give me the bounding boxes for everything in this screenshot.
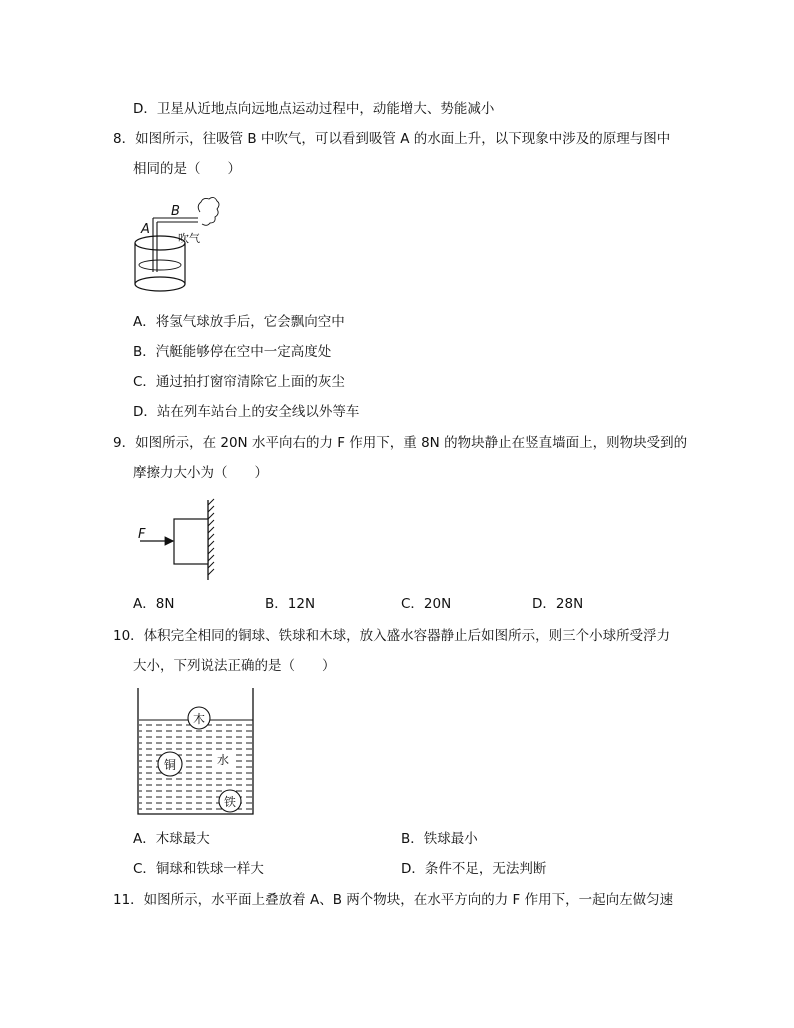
breath-cloud-icon [198, 197, 219, 225]
q10-option-d: D．条件不足，无法判断 [401, 861, 547, 877]
wood-ball-label: 木 [192, 712, 206, 726]
straw-a-shape [153, 218, 157, 272]
q9-option-a: A．8N [133, 596, 175, 612]
wall-shape [208, 499, 214, 580]
q10-container-figure [135, 686, 260, 818]
q8-label-b: B [171, 204, 180, 219]
q8-option-c: C．通过拍打窗帘清除它上面的灰尘 [133, 374, 345, 390]
q11-stem-line1: 11．如图所示，水平面上叠放着 A、B 两个物块，在水平方向的力 F 作用下，一起向左做匀速 [113, 892, 674, 908]
q10-option-c: C．铜球和铁球一样大 [133, 861, 264, 877]
q10-option-a: A．木球最大 [133, 831, 210, 847]
q7-option-d: D．卫星从近地点向远地点运动过程中，动能增大、势能减小 [133, 101, 495, 117]
iron-ball [219, 790, 241, 812]
q8-straw-figure [120, 198, 220, 298]
q9-option-b: B．12N [265, 596, 316, 612]
q8-option-d: D．站在列车站台上的安全线以外等车 [133, 404, 360, 420]
q8-option-a: A．将氢气球放手后，它会飘向空中 [133, 314, 345, 330]
q8-stem-line2: 相同的是（ ） [133, 161, 241, 177]
q8-label-a: A [141, 222, 150, 237]
q10-stem-line2: 大小，下列说法正确的是（ ） [133, 658, 336, 674]
q8-option-b: B．汽艇能够停在空中一定高度处 [133, 344, 332, 360]
q9-stem-line1: 9．如图所示，在 20N 水平向右的力 F 作用下，重 8N 的物块静止在竖直墙面上，则物块受到的 [113, 435, 688, 451]
iron-ball-label: 铁 [223, 795, 237, 809]
q10-stem-line1: 10．体积完全相同的铜球、铁球和木球，放入盛水容器静止后如图所示，则三个小球所受浮力 [113, 628, 671, 644]
q8-blow-label: 吹气 [178, 232, 200, 245]
q10-option-b: B．铁球最小 [401, 831, 478, 847]
q9-option-d: D．28N [532, 596, 584, 612]
q8-stem-line1: 8．如图所示，往吸管 B 中吹气，可以看到吸管 A 的水面上升，以下现象中涉及的原理与图中 [113, 131, 671, 147]
q9-option-c: C．20N [401, 596, 452, 612]
q9-wall-figure [130, 495, 230, 585]
q9-stem-line2: 摩擦力大小为（ ） [133, 465, 268, 481]
copper-ball-label: 铜 [163, 758, 177, 772]
block-shape [174, 519, 208, 564]
water-label: 水 [216, 753, 230, 767]
wood-ball [188, 707, 210, 729]
copper-ball [158, 752, 182, 776]
q9-force-label: F [138, 527, 146, 542]
